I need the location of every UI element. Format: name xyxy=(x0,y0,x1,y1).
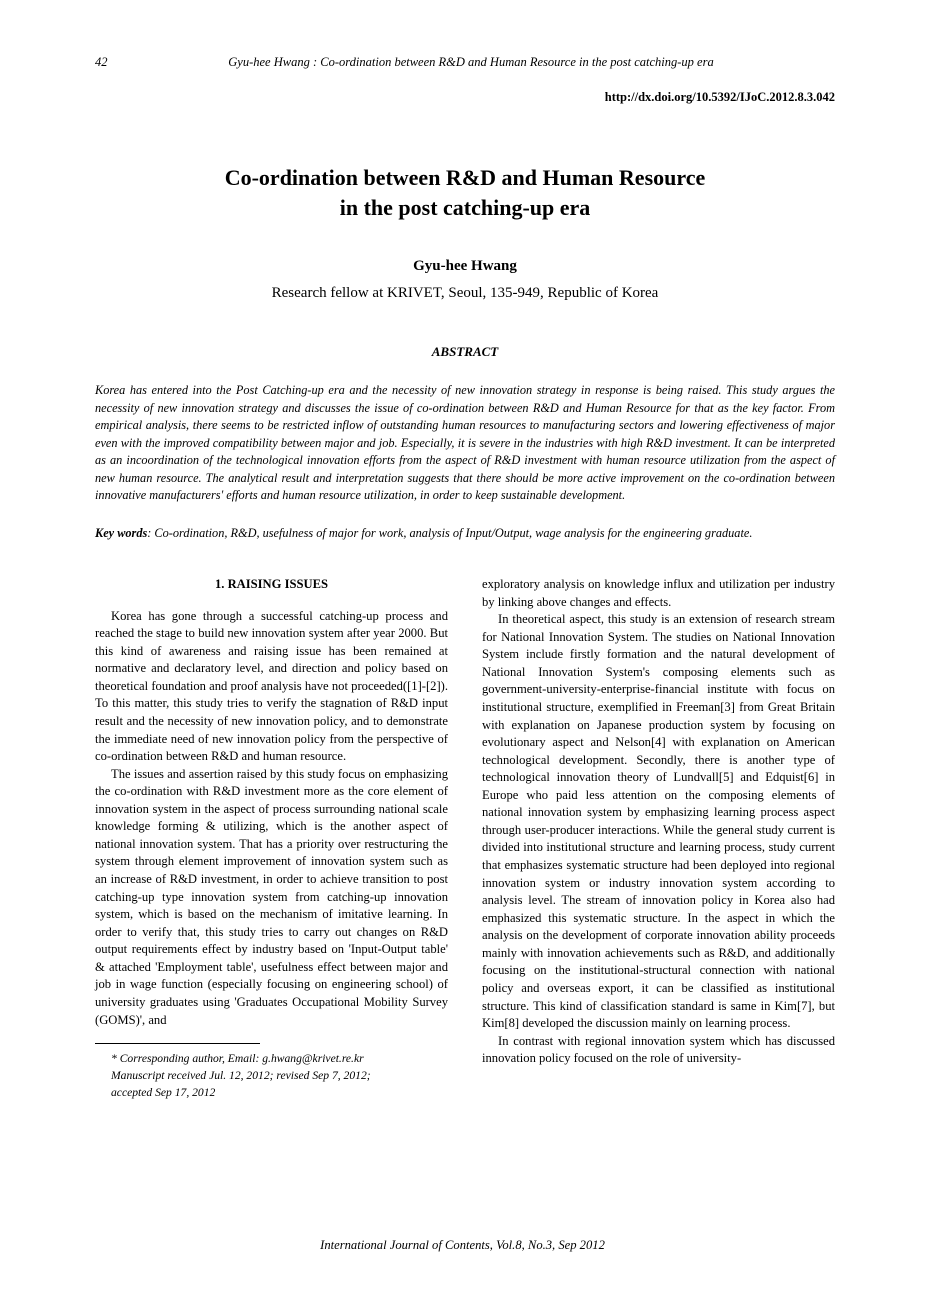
abstract-heading: ABSTRACT xyxy=(431,344,499,360)
paragraph: Korea has gone through a successful catching-up process and reached the stage to build new innovation system after year 2000. But this kind of awareness and raising issue has been remained at normative and declaratory level, and direction and policy based on theoretical foundation and proof analysis have not proceeded([1]-[2]). To this matter, this study tries to verify the stagnation of R&D input result and the necessity of new innovation policy, and to demonstrate the immediate need of new innovation policy from the perspective of co-ordination between R&D and human resource. xyxy=(95,608,448,764)
title-line-1: Co-ordination between R&D and Human Resource xyxy=(224,165,706,190)
footnote-line: accepted Sep 17, 2012 xyxy=(111,1085,216,1099)
title-line-2: in the post catching-up era xyxy=(339,194,591,220)
page-content xyxy=(95,55,835,1101)
footnote-block xyxy=(95,1043,448,1101)
right-column xyxy=(482,576,835,1101)
page-number: 42 xyxy=(95,55,108,69)
keywords xyxy=(95,525,835,542)
paragraph: In theoretical aspect, this study is an extension of research stream for National Innovation System. The studies on National Innovation System include firstly formation and the natural development of National Innovation System's composing elements such as government-university-enterprise-financial institute with focus on institutional structure, exemplified in Freeman[3] from Great Britain with explanation on Japanese production system by focusing on evolutionary aspect and Nelson[4] with explanation on American technological development. Secondly, there is another type of technological innovation theory of Lundvall[5] and Edquist[6] in Europe who paid less attention on the composing elements of national innovation system by emphasizing learning process aspect through user-producer interactions. While the general study current is divided into institutional structure and learning process, study current that emphasizes systematic structure had been deployed into regional innovation system or industry innovation system according to analysis level. The stream of innovation policy in Korea also had emphasized this systematic structure. In the aspect in which the analysis on the development of corporate innovation ability proceeds mainly with innovation achievements such as R&D, and additionally focusing on the institutional-structural connection with national policy and overseas export, it can be classified as institutional structure. This kind of classification standard is same in Kim[7], but Kim[8] developed the discussion mainly on learning process. xyxy=(482,612,835,1031)
running-head xyxy=(95,55,835,70)
author-affiliation: Research fellow at KRIVET, Seoul, 135-949, Republic of Korea xyxy=(271,285,659,302)
body-columns xyxy=(95,576,835,1101)
footnote-divider xyxy=(95,1043,260,1044)
footnote-line: Manuscript received Jul. 12, 2012; revised Sep 7, 2012; xyxy=(111,1068,371,1082)
title-block xyxy=(95,163,835,302)
page-footer: International Journal of Contents, Vol.8, No.3, Sep 2012 xyxy=(320,1238,605,1252)
footnote-line: * Corresponding author, Email: g.hwang@krivet.re.kr xyxy=(111,1052,364,1066)
section-heading: 1. RAISING ISSUES xyxy=(214,577,329,591)
running-title: Gyu-hee Hwang : Co-ordination between R&D and Human Resource in the post catching-up era xyxy=(228,55,714,69)
paragraph: In contrast with regional innovation system which has discussed innovation policy focused on the role of university- xyxy=(482,1033,835,1066)
keywords-label: Key words xyxy=(95,525,148,540)
doi-link[interactable]: http://dx.doi.org/10.5392/IJoC.2012.8.3.042 xyxy=(604,90,835,104)
paragraph: exploratory analysis on knowledge influx and utilization per industry by linking above changes and effects. xyxy=(482,577,835,609)
left-column xyxy=(95,576,448,1101)
page-title xyxy=(95,163,835,222)
paragraph: The issues and assertion raised by this study focus on emphasizing the co-ordination with R&D investment more as the core element of innovation system in the aspect of process surrounding national scale knowledge forming & utilizing, which is the another aspect of national innovation system. That has a priority over restructuring the system through element improvement of innovation system such as an increase of R&D investment, in order to achieve transition to post catching-up type innovation system from catching-up innovation system, which is based on the mechanism of imitative learning. In order to verify that, this study tries to carry out changes on R&D output requirements effect by industry based on 'Input-Output table' & attached 'Employment table', usefulness effect between major and job in wage function (especially focusing on engineering school) of university graduates using 'Graduates Occupational Mobility Survey (GOMS)', and xyxy=(95,766,448,1027)
keywords-text: : Co-ordination, R&D, usefulness of major for work, analysis of Input/Output, wage analysis for the engineering graduate. xyxy=(147,525,753,540)
abstract-text: Korea has entered into the Post Catching-up era and the necessity of new innovation strategy in response is being raised. This study argues the necessity of new innovation strategy and discusses the issue of co-ordination between R&D and Human Resource for that as the key factor. From empirical analysis, there seems to be restricted inflow of outstanding human resources to manufacturing sectors and lowering effectiveness of major even with the improved compatibility between major and job. Especially, it is severe in the industries with high R&D investment. It can be interpreted as an incoordination of the technological innovation efforts from the aspect of R&D investment with human resource utilization from the aspect of new human resource. The analytical result and interpretation suggests that there should be more active improvement on the co-ordination between innovative manufacturers' efforts and human resource utilization, in order to keep sustainable development. xyxy=(95,383,835,503)
author-name: Gyu-hee Hwang xyxy=(413,258,517,275)
